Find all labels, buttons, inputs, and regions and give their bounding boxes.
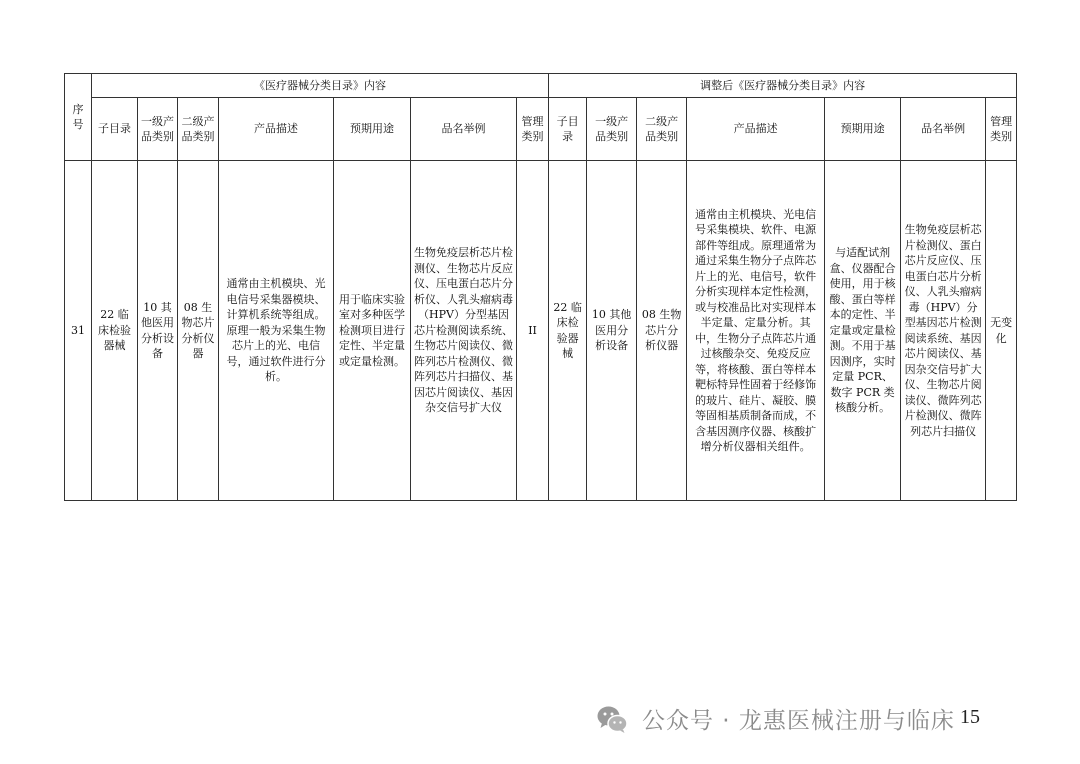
table-row bbox=[65, 161, 1017, 501]
header-group-row bbox=[65, 74, 1017, 98]
left-description: 通常由主机模块、光电信号采集器模块、计算机系统等组成。原理一般为采集生物芯片上的光、电信号，通过软件进行分析。 bbox=[219, 161, 334, 501]
left-examples: 生物免疫层析芯片检测仪、生物芯片反应仪、压电蛋白芯片分析仪、人乳头瘤病毒（HPV）分型基因芯片检测阅读系统、生物芯片阅读仪、微阵列芯片检测仪、微阵列芯片扫描仪、基因芯片阅读仪、基因杂交信号扩大仪 bbox=[411, 161, 517, 501]
left-col-intended-use: 预期用途 bbox=[334, 98, 411, 161]
left-sub-catalog: 22 临床检验器械 bbox=[92, 161, 138, 501]
wechat-watermark bbox=[596, 702, 955, 735]
watermark-text: 公众号 · 龙惠医械注册与临床 bbox=[642, 708, 955, 734]
left-col-primary-category: 一级产品类别 bbox=[138, 98, 178, 161]
right-sub-catalog: 22 临床检验器械 bbox=[549, 161, 587, 501]
right-col-secondary-category: 二级产品类别 bbox=[637, 98, 687, 161]
col-header-seq: 序号 bbox=[65, 74, 92, 161]
right-examples: 生物免疫层析芯片检测仪、蛋白芯片反应仪、压电蛋白芯片分析仪、人乳头瘤病毒（HPV）分型基因芯片检测阅读系统、基因芯片阅读仪、基因杂交信号扩大仪、生物芯片阅读仪、微阵列芯片检测仪、微阵列芯片扫描仪 bbox=[901, 161, 986, 501]
page-number: 15 bbox=[960, 706, 980, 728]
left-col-sub-catalog: 子目录 bbox=[92, 98, 138, 161]
left-primary-category: 10 其他医用分析设备 bbox=[138, 161, 178, 501]
right-col-sub-catalog: 子目录 bbox=[549, 98, 587, 161]
right-secondary-category: 08 生物芯片分析仪器 bbox=[637, 161, 687, 501]
left-secondary-category: 08 生物芯片分析仪器 bbox=[178, 161, 219, 501]
row-seq: 31 bbox=[65, 161, 92, 501]
left-col-examples: 品名举例 bbox=[411, 98, 517, 161]
left-col-secondary-category: 二级产品类别 bbox=[178, 98, 219, 161]
right-col-examples: 品名举例 bbox=[901, 98, 986, 161]
header-columns-row bbox=[65, 98, 1017, 161]
classification-table bbox=[64, 73, 1017, 501]
wechat-icon bbox=[596, 704, 628, 734]
right-description: 通常由主机模块、光电信号采集模块、软件、电源部件等组成。原理通常为通过采集生物分子点阵芯片上的光、电信号，软件分析实现样本定性检测，或与校准品比对实现样本半定量、定量分析。其中，生物分子点阵芯片通过核酸杂交、免疫反应等，将核酸、蛋白等样本靶标特异性固着于经修饰的玻片、硅片、凝胶、膜等固相基质制备而成，不含基因测序仪器、核酸扩增分析仪器相关组件。 bbox=[687, 161, 825, 501]
left-col-mgmt-class: 管理类别 bbox=[517, 98, 549, 161]
right-col-description: 产品描述 bbox=[687, 98, 825, 161]
left-col-description: 产品描述 bbox=[219, 98, 334, 161]
left-intended-use: 用于临床实验室对多种医学检测项目进行定性、半定量或定量检测。 bbox=[334, 161, 411, 501]
right-group-title: 调整后《医疗器械分类目录》内容 bbox=[549, 74, 1017, 98]
right-col-intended-use: 预期用途 bbox=[825, 98, 901, 161]
right-mgmt-class: 无变化 bbox=[986, 161, 1017, 501]
right-col-mgmt-class: 管理类别 bbox=[986, 98, 1017, 161]
left-mgmt-class: II bbox=[517, 161, 549, 501]
right-col-primary-category: 一级产品类别 bbox=[587, 98, 637, 161]
right-primary-category: 10 其他医用分析设备 bbox=[587, 161, 637, 501]
left-group-title: 《医疗器械分类目录》内容 bbox=[92, 74, 549, 98]
right-intended-use: 与适配试剂盒、仪器配合使用，用于核酸、蛋白等样本的定性、半定量或定量检测。不用于基因测序，实时定量 PCR、数字 PCR 类核酸分析。 bbox=[825, 161, 901, 501]
